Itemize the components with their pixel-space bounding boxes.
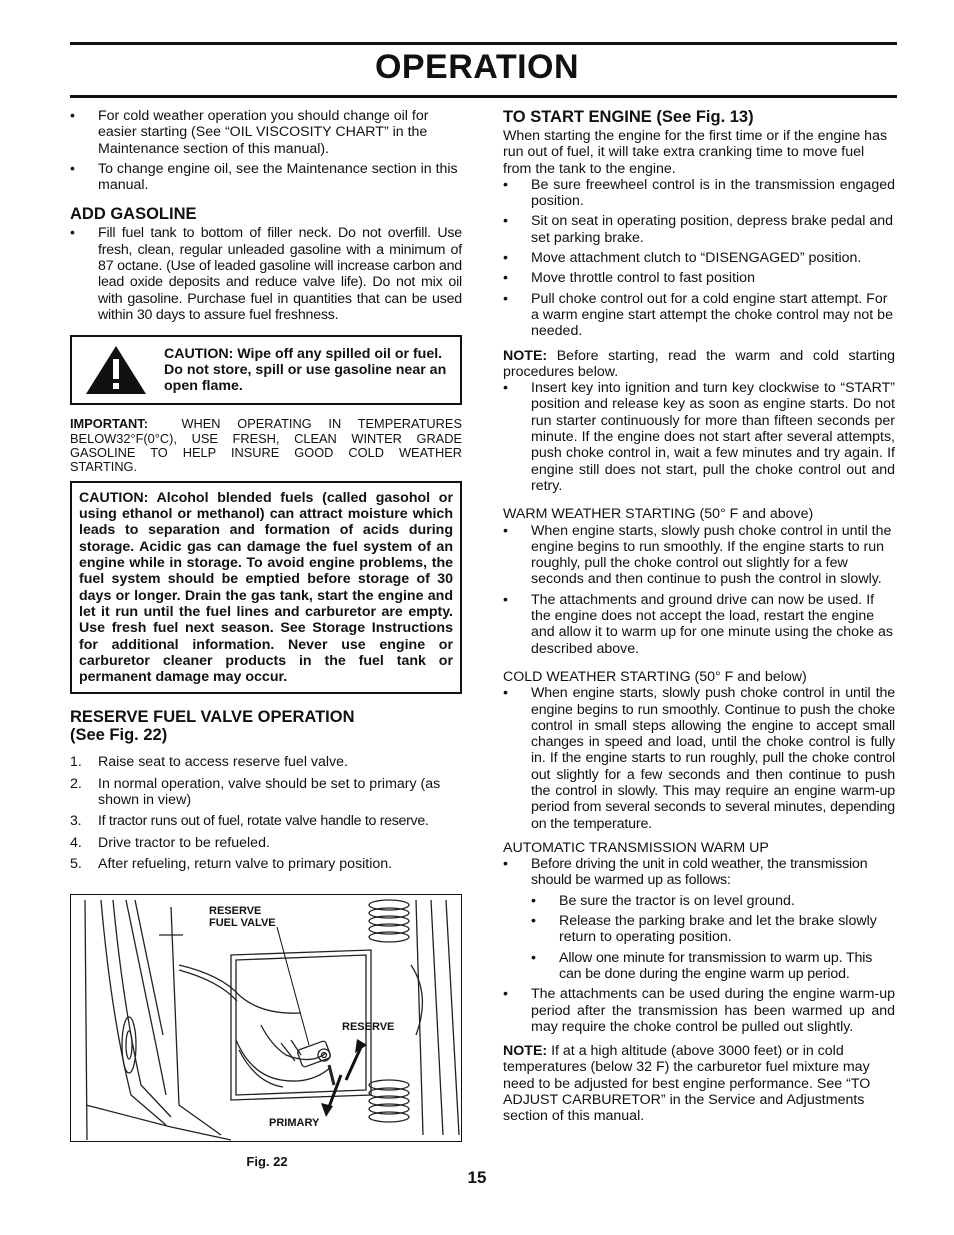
right-column — [503, 108, 895, 1125]
left-column — [70, 108, 462, 1171]
numbered-step: 3. If tractor runs out of fuel, rotate valve handle to reserve. — [70, 813, 429, 830]
note-paragraph: NOTE: If at a high altitude (above 3000 feet) or in cold temperatures (below 32 F) the carburetor fuel mixture may need to be adjusted for best engine performance. See “TO ADJUST CARBURETOR” in the Service and Adjustments section of this manual. — [503, 1043, 871, 1125]
list-item: • Pull choke control out for a cold engine start attempt. For a warm engine start attempt the choke control may not be needed. — [503, 291, 895, 340]
list-item: • Move attachment clutch to “DISENGAGED” position. — [503, 250, 895, 266]
list-item: • Be sure freewheel control is in the transmission engaged position. — [503, 177, 895, 210]
important-label: IMPORTANT: — [70, 416, 148, 432]
important-text: WHEN OPERATING IN TEMPERATURES BELOW32°F(0°C), USE FRESH, CLEAN WINTER GRADE GASOLINE TO HELP INSURE GOOD COLD WEATHER STARTING. — [70, 416, 462, 475]
list-item: • The attachments and ground drive can now be used. If the engine does not accept the load, restart the engine and allow it to warm up for one minute using the choke as described above. — [503, 592, 895, 657]
note-paragraph: NOTE: Before starting, read the warm and cold starting procedures below. — [503, 347, 895, 380]
figure-caption: Fig. 22 — [246, 1154, 288, 1170]
header-rule-top — [70, 42, 897, 45]
important-note — [70, 417, 462, 475]
caution-text: CAUTION: Wipe off any spilled oil or fuel. Do not store, spill or use gasoline near an open flame. — [164, 345, 447, 395]
list-item: • Move throttle control to fast position — [503, 270, 895, 286]
sub-list-item: • Be sure the tractor is on level ground. — [531, 893, 895, 909]
list-item: • Sit on seat in operating position, depress brake pedal and set parking brake. — [503, 213, 895, 246]
numbered-step: 1. Raise seat to access reserve fuel valve. — [70, 754, 348, 771]
caution-box-spill — [70, 335, 462, 405]
warning-triangle-icon — [80, 343, 152, 397]
list-item: • Insert key into ignition and turn key clockwise to “START” position and release key as soon as engine starts. Do not run starter continuously for more than fifteen seconds per minute. If the engine does not start after several attempts, push choke control in, wait a few minutes and try again. If engine still does not start, pull the choke control out and retry. — [503, 380, 895, 494]
subheading-warm-weather: WARM WEATHER STARTING (50° F and above) — [503, 506, 814, 523]
numbered-step: 4. Drive tractor to be refueled. — [70, 834, 270, 851]
figure-22-reserve-fuel-valve — [70, 894, 462, 1142]
list-item: • The attachments can be used during the engine warm-up period after the transmission has been warmed up and may require the choke control be pulled out slightly. — [503, 986, 895, 1035]
list-item: • For cold weather operation you should change oil for easier starting (See “OIL VISCOSITY CHART” in the Maintenance section of this manual). — [70, 108, 462, 157]
sub-list-item: • Release the parking brake and let the brake slowly return to operating position. — [531, 913, 895, 946]
caution-box-alcohol-fuels: CAUTION: Alcohol blended fuels (called gasohol or using ethanol or methanol) can attract moisture which leads to separation and formation of acids during storage. Acidic gas can damage the fuel system of an engine while in storage. To avoid engine problems, the fuel system should be emptied before storage of 30 days or longer. Drain the gas tank, start the engine and let it run until the fuel lines and carburetor are empty. Use fresh fuel next season. See Storage Instructions for additional information. Never use engine or carburetor cleaner products in the fuel tank or permanent damage may occur. — [70, 481, 462, 695]
figure-label-reserve: RESERVE — [342, 1021, 395, 1034]
section-heading-reserve-valve — [70, 708, 462, 744]
heading-line: (See Fig. 22) — [70, 726, 168, 745]
subheading-cold-weather: COLD WEATHER STARTING (50° F and below) — [503, 668, 807, 685]
section-heading-start-engine: TO START ENGINE (See Fig. 13) — [503, 108, 754, 126]
header-rule-bottom — [70, 95, 897, 98]
list-item: • When engine starts, slowly push choke control in until the engine begins to run smoothly. Continue to push the choke control in small steps allowing the engine to accept small changes in speed and load, until the choke control is fully in. If the engine starts to run roughly, pull the choke control out slightly for a few seconds and then continue to push the control in slowly. This may require an engine warm-up period from several seconds to several minutes, depending on the temperature. — [503, 685, 895, 832]
page-title: OPERATION — [374, 48, 580, 86]
subheading-auto-transmission: AUTOMATIC TRANSMISSION WARM UP — [503, 839, 769, 856]
numbered-step: 2. In normal operation, valve should be set to primary (as shown in view) — [70, 775, 441, 809]
list-item: • Fill fuel tank to bottom of filler neck. Do not overfill. Use fresh, clean, regular unleaded gasoline with a minimum of 87 octane. (Use of leaded gasoline will increase carbon and lead oxide deposits and reduce valve life). Do not mix oil with gasoline. Purchase fuel in quantities that can be used within 30 days to assure fuel freshness. — [70, 225, 462, 323]
fuel-valve-illustration — [71, 895, 462, 1142]
sub-list-item: • Allow one minute for transmission to warm up. This can be done during the engine warm up period. — [531, 950, 895, 983]
list-item: • When engine starts, slowly push choke control in until the engine begins to run smoothly. If the engine starts to run roughly, pull the choke control out slightly for a few seconds and then continue to push the control in slowly. — [503, 523, 895, 588]
figure-label-primary: PRIMARY — [269, 1117, 320, 1130]
numbered-step: 5. After refueling, return valve to primary position. — [70, 855, 393, 872]
figure-label-reserve-fuel-valve: RESERVE FUEL VALVE — [209, 905, 276, 930]
page-number: 15 — [467, 1168, 487, 1187]
heading-line: RESERVE FUEL VALVE OPERATION — [70, 708, 355, 727]
list-item: • To change engine oil, see the Maintenance section in this manual. — [70, 161, 462, 194]
section-heading-add-gasoline: ADD GASOLINE — [70, 205, 197, 224]
list-item: • Before driving the unit in cold weather, the transmission should be warmed up as follows: — [503, 856, 895, 889]
paragraph: When starting the engine for the first time or if the engine has run out of fuel, it will take extra cranking time to move fuel from the tank to the engine. — [503, 128, 888, 177]
